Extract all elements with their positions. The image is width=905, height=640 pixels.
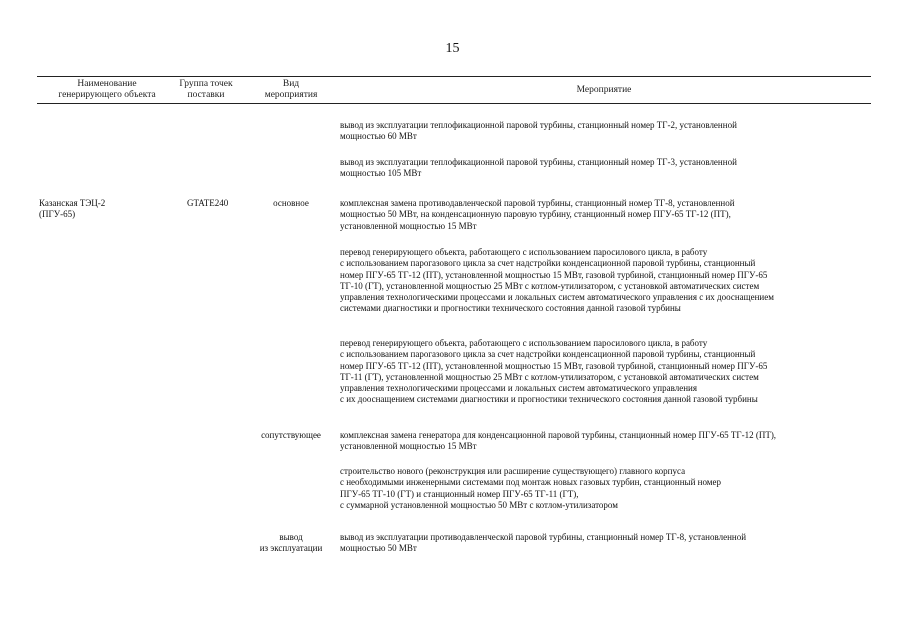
measure-item: вывод из эксплуатации теплофикационной паровой турбины, станционный номер ТГ-2, установленной мощностью 60 МВт [340, 120, 737, 142]
object-name: Казанская ТЭЦ-2 (ПГУ-65) [39, 198, 106, 220]
group-code: GTATE240 [187, 198, 229, 208]
measures-table [37, 76, 871, 554]
type-decommission: вывод из эксплуатации [259, 532, 323, 554]
type-main: основное [273, 198, 309, 208]
page-number: 15 [445, 41, 460, 56]
measure-item: перевод генерирующего объекта, работающего с использованием паросилового цикла, в работу с использованием парогазового цикла за счет надстройки конденсационной паровой турбины, станционный номер ПГУ-65 ТГ-12 (ПТ), установленной мощностью 15 МВт, газовой турбиной, станционный номер ПГУ-65 ТГ-11 (ГТ), установленной мощностью 25 МВт с котлом-утилизатором, с установкой автоматических систем управления технологическими процессами и локальных систем автоматического управления с их дооснащением системами диагностики и прогностики технического состояния данной газовой турбины [340, 338, 768, 405]
measure-item: строительство нового (реконструкция или расширение существующего) главного корпуса с необходимыми инженерными системами под монтаж новых газовых турбин, станционный номер ПГУ-65 ТГ-10 (ГТ) и станционный номер ПГУ-65 ТГ-11 (ГТ), с суммарной установленной мощностью 50 МВт с котлом-утилизатором [340, 466, 721, 510]
header-measure: Мероприятие [576, 85, 632, 95]
measure-item: вывод из эксплуатации противодавленческой паровой турбины, станционный номер ТГ-8, установленной мощностью 50 МВт [340, 532, 747, 554]
measure-item: вывод из эксплуатации теплофикационной паровой турбины, станционный номер ТГ-3, установленной мощностью 105 МВт [340, 157, 737, 179]
measure-item: комплексная замена противодавленческой паровой турбины, станционный номер ТГ-8, установленной мощностью 50 МВт, на конденсационную паровую турбину, станционный номер ПГУ-65 ТГ-12 (ПТ), установленной мощностью 15 МВт [340, 198, 735, 231]
measure-item: комплексная замена генератора для конденсационной паровой турбины, станционный номер ПГУ-65 ТГ-12 (ПТ), установленной мощностью 15 МВт [340, 430, 777, 452]
type-secondary: сопутствующее [261, 430, 321, 440]
header-group: Группа точек поставки [179, 79, 233, 100]
table-header [37, 76, 871, 104]
header-object: Наименование генерирующего объекта [58, 79, 156, 100]
measure-item: перевод генерирующего объекта, работающего с использованием паросилового цикла, в работу с использованием парогазового цикла за счет надстройки конденсационной паровой турбины, станционный номер ПГУ-65 ТГ-12 (ПТ), установленной мощностью 15 МВт, газовой турбиной, станционный номер ПГУ-65 ТГ-10 (ГТ), установленной мощностью 25 МВт с котлом-утилизатором, с установкой автоматических систем управления технологическими процессами и локальных систем автоматического управления с их дооснащением системами диагностики и прогностики технического состояния данной газовой турбины [340, 247, 774, 314]
header-type: Вид мероприятия [264, 79, 318, 100]
